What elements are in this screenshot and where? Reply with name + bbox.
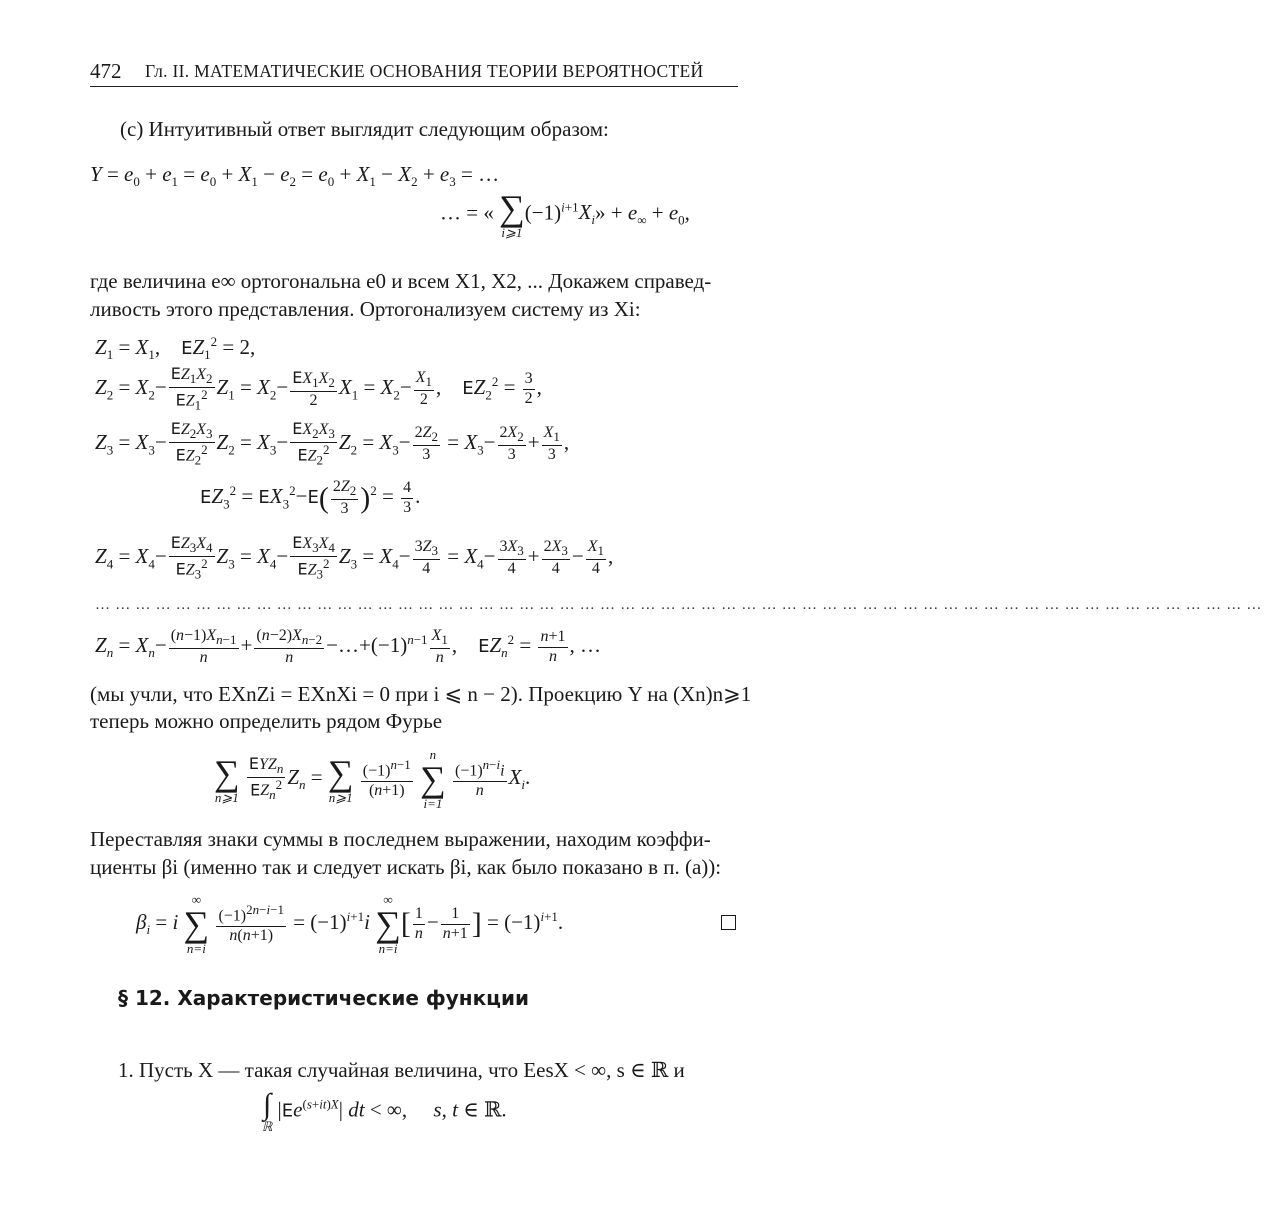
formula-z2: $Z_2 = X_2-$ $\frac{EZ_1X_2}{EZ_1^2}$ $Z_1 = X_2-$ $\frac{EX_1X_2}{2}$ $X_1 = X_2-$ $\frac{X_1}{2}$ , $EZ_2^2$ = $\frac{3}{2}$ , — [95, 364, 542, 413]
para-perm-line1: Переставляя знаки суммы в последнем выражении, находим коэффи- — [90, 827, 711, 851]
qed-square — [721, 915, 736, 930]
para-where-line2: ливость этого представления. Ортогонализуем систему из Xi: — [90, 297, 641, 321]
dotted-separator: ………………………………………………………………………………………………………………………………………………………… — [95, 597, 1267, 613]
formula-z4: $Z_4 = X_4-$ $\frac{EZ_3X_4}{EZ_3^2}$ $Z_3 = X_4-$ $\frac{EX_3X_4}{EZ_3^2}$ $Z_3 = X_4-$ $\frac{3Z_3}{4}$ = $X_4-$ $\frac{3X_3}{4}$ + $\frac{2X_3}{4}$ − $\frac{X_1}{4}$ , — [95, 533, 614, 582]
formula-integral: ∫ ℝ $|Ee^{(s+it)X}|$ dt < ∞, s, t ∈ ℝ. — [262, 1088, 507, 1134]
para-c-intro: (c) Интуитивный ответ выглядит следующим образом: — [120, 117, 609, 141]
formula-z3: $Z_3 = X_3-$ $\frac{EZ_2X_3}{EZ_2^2}$ $Z_2 = X_3-$ $\frac{EX_2X_3}{EZ_2^2}$ $Z_2 = X_3-$ $\frac{2Z_2}{3}$ = $X_3-$ $\frac{2X_2}{3}$ + $\frac{X_1}{3}$ , — [95, 419, 570, 468]
para-note-line2: теперь можно определить рядом Фурье — [90, 709, 443, 733]
formula-fourier: ∑ n⩾1 $\frac{EYZ_n}{EZ_n^2}$ $Z_n$ = ∑ n⩾1 $\frac{(-1)^{n-1}}{(n+1)}$ n ∑ i=1 $\frac{(-1)^{n-i}i}{n}$ $X_i$. — [214, 747, 531, 811]
formula-z1: $Z_1 = X_1$, $EZ_1^2 = 2$, — [95, 334, 256, 363]
formula-y-line2: … = « ∑ i⩾1 $(-1)^{i+1}X_i$» + $e_\infty + e_0$, — [440, 188, 690, 240]
page-number: 472 — [90, 59, 122, 83]
para-note-line1: (мы учли, что EXnZi = EXnXi = 0 при i ⩽ n − 2). Проекцию Y на (Xn)n⩾1 — [90, 682, 752, 706]
formula-y-line1: $Y = e_0 + e_1 = e_0 + X_1 - e_2 = e_0 + X_1 - X_2 + e_3$ = … — [90, 162, 500, 190]
running-title: Гл. II. МАТЕМАТИЧЕСКИЕ ОСНОВАНИЯ ТЕОРИИ ВЕРОЯТНОСТЕЙ — [145, 61, 704, 81]
formula-ez3: $EZ_3^2 = EX_3^2-E$( $\frac{2Z_2}{3}$ )$^2$ = $\frac{4}{3}$ . — [200, 478, 421, 518]
formula-beta: $\beta_i = i$ ∞ ∑ n=i $\frac{(-1)^{2n-i-1}}{n(n+1)}$ = $(-1)^{i+1}i$ ∞ ∑ n=i [ $\frac{1}{n}$ − $\frac{1}{n+1}$ ] = $(-1)^{i+1}$. — [136, 892, 564, 956]
para-where-line1: где величина e∞ ортогональна e0 и всем X1, X2, ... Докажем справед- — [90, 269, 712, 293]
item-1-text: 1. Пусть X — такая случайная величина, что EesX < ∞, s ∈ ℝ и — [118, 1058, 685, 1082]
running-header — [90, 58, 738, 87]
para-perm-line2: циенты βi (именно так и следует искать βi, как было показано в п. (a)): — [90, 855, 722, 879]
formula-zn: $Z_n = X_n-$ $\frac{(n-1)X_{n-1}}{n}$ + $\frac{(n-2)X_{n-2}}{n}$ $-\dots+(-1)^{n-1}$ $\frac{X_1}{n}$ , $EZ_n^2$ = $\frac{n+1}{n}$ , … — [95, 627, 602, 667]
section-title: § 12. Характеристические функции — [118, 986, 529, 1010]
